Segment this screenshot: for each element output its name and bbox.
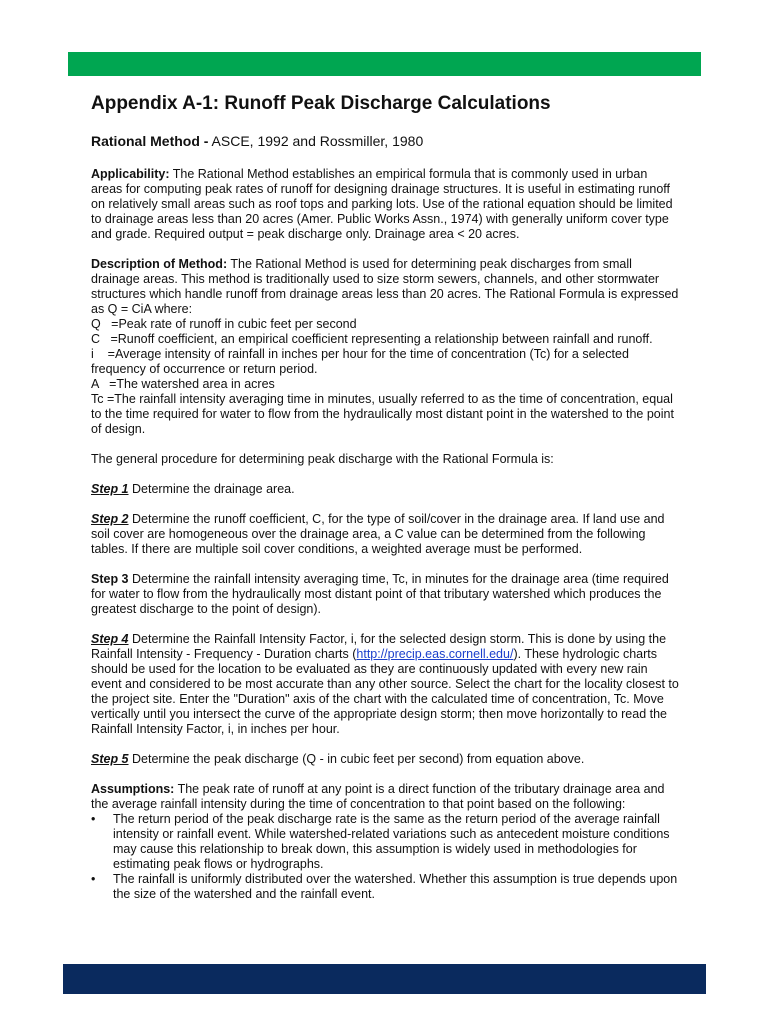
- description-label: Description of Method:: [91, 257, 228, 271]
- procedure-intro: The general procedure for determining peak discharge with the Rational Formula is:: [91, 452, 554, 466]
- assumption-item-2: • The rainfall is uniformly distributed over the watershed. Whether this assumption is true depends upon the size of the watershed and the rainfall event.: [113, 872, 681, 902]
- footer-bar: [63, 964, 706, 994]
- step-1-text: Determine the drainage area.: [128, 482, 295, 496]
- step-1: [91, 482, 681, 497]
- page-title: Appendix A-1: Runoff Peak Discharge Calculations: [91, 93, 551, 114]
- assumptions-text: The peak rate of runoff at any point is a direct function of the tributary drainage area and the average rainfall intensity during the time of concentration to that point based on the following:: [91, 782, 665, 811]
- subtitle: [91, 132, 681, 150]
- step-4: [91, 632, 681, 737]
- var-c: C =Runoff coefficient, an empirical coefficient representing a relationship between rainfall and runoff.: [91, 332, 653, 346]
- applicability-text: The Rational Method establishes an empirical formula that is commonly used in urban areas for computing peak rates of runoff for designing drainage structures. It is useful in estimating runoff on relatively small areas such as roof tops and parking lots. Use of the rational equation should be limited to drainage areas less than 20 acres (Amer. Public Works Assn., 1974) with generally uniform cover type and grade. Required output = peak discharge only. Drainage area < 20 acres.: [91, 167, 673, 241]
- rainfall-charts-link[interactable]: http://precip.eas.cornell.edu/: [356, 647, 514, 661]
- step-5: [91, 752, 681, 767]
- step-2: [91, 512, 681, 557]
- step-3-text: Determine the rainfall intensity averaging time, Tc, in minutes for the drainage area (time required for water to flow from the hydraulically most distant point of that tributary watershed which produces the greatest discharge to the point of design).: [91, 572, 669, 616]
- step-5-label: Step 5: [91, 752, 129, 766]
- applicability-label: Applicability:: [91, 167, 170, 181]
- step-1-label: Step 1: [91, 482, 129, 496]
- description-text: The Rational Method is used for determining peak discharges from small drainage areas. This method is traditionally used to size storm sewers, channels, and other stormwater structures which handle runoff from drainage areas less than 20 acres. The Rational Formula is expressed as Q = CiA where:: [91, 257, 679, 316]
- step-4-label: Step 4: [91, 632, 129, 646]
- var-tc: Tc =The rainfall intensity averaging time in minutes, usually referred to as the time of concentration, equal to the time required for water to flow from the hydraulically most distant point in the watershed to the point of design.: [91, 392, 674, 436]
- step-4-text-after: ). These hydrologic charts should be used for the location to be evaluated as they are continuously updated with every new rain event and considered to be most accurate than any other source. Select the chart for the locality closest to the project site. Enter the "Duration" axis of the chart with the calculated time of concentration, Tc. Move vertically until you intersect the curve of the appropriate design storm; then move horizontally to read the Rainfall Intensity Factor, i, in inches per hour.: [91, 647, 679, 736]
- assumption-item-1: • The return period of the peak discharge rate is the same as the return period of the average rainfall intensity or rainfall event. While watershed-related variations such as antecedent moisture conditions may cause this relationship to break down, this assumption is widely used in methodologies for estimating peak flows or hydrographs.: [113, 812, 681, 872]
- step-5-text: Determine the peak discharge (Q - in cubic feet per second) from equation above.: [128, 752, 585, 766]
- var-q: Q =Peak rate of runoff in cubic feet per second: [91, 317, 357, 331]
- var-i: i =Average intensity of rainfall in inches per hour for the time of concentration (Tc) for a selected frequency of occurrence or return period.: [91, 347, 633, 376]
- step-4-text-before: Determine the Rainfall Intensity Factor, i, for the selected design storm. This is done by using the Rainfall Intensity - Frequency - Duration charts (: [91, 632, 667, 661]
- assumptions-label: Assumptions:: [91, 782, 175, 796]
- document-body: [91, 92, 681, 902]
- subtitle-bold: Rational Method -: [91, 133, 209, 149]
- assumptions-list: [91, 812, 681, 902]
- step-3: [91, 572, 681, 617]
- var-a: A =The watershed area in acres: [91, 377, 275, 391]
- step-3-label: Step 3: [91, 572, 129, 586]
- applicability-paragraph: [91, 167, 681, 242]
- step-2-label: Step 2: [91, 512, 129, 526]
- subtitle-rest: ASCE, 1992 and Rossmiller, 1980: [208, 133, 424, 149]
- step-2-text: Determine the runoff coefficient, C, for the type of soil/cover in the drainage area. If land use and soil cover are homogeneous over the drainage area, a C value can be determined from the following tables. If there are multiple soil cover conditions, a weighted average must be performed.: [91, 512, 665, 556]
- description-paragraph: [91, 257, 681, 317]
- assumptions-paragraph: [91, 782, 681, 812]
- header-bar: [68, 52, 701, 76]
